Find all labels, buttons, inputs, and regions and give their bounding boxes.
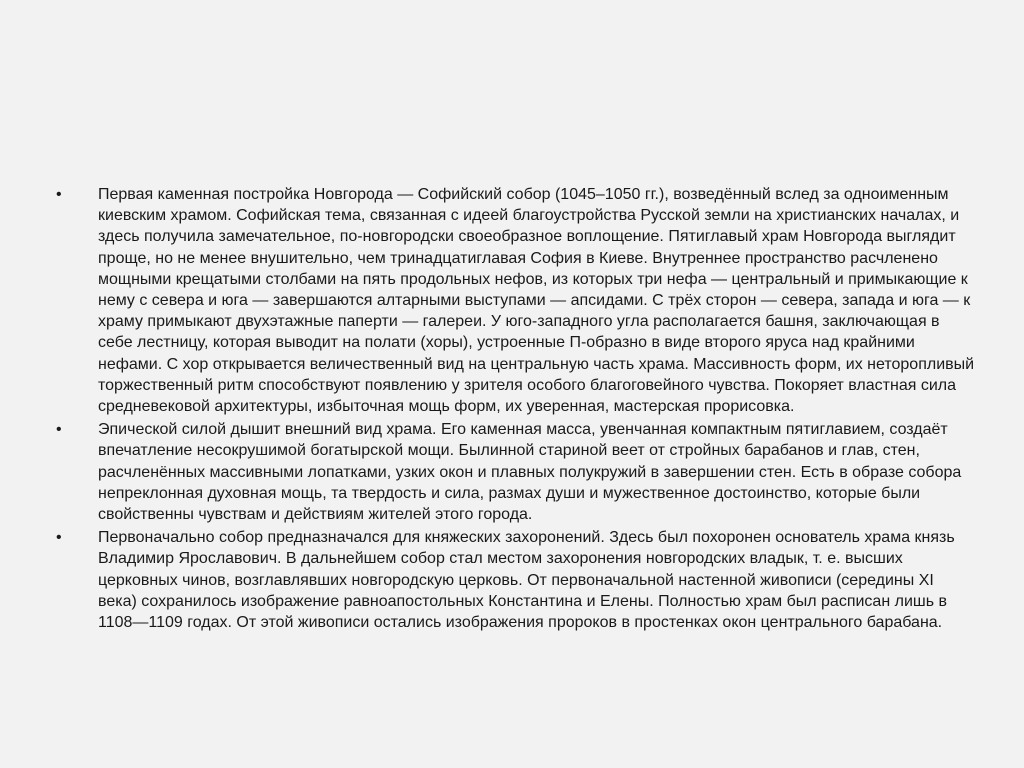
- bullet-dot-icon: •: [56, 529, 62, 547]
- bullet-item-3: [56, 527, 976, 633]
- bullet-item-2: [56, 419, 976, 525]
- paragraph-text: Эпической силой дышит внешний вид храма. Его каменная масса, увенчанная компактным пятиглавием, создаёт впечатление несокрушимой богатырской мощи. Былинной стариной веет от стройных барабанов и глав, стен, расчленённых массивными лопатками, узких окон и плавных полукружий в завершении стен. Есть в образе собора непреклонная духовная мощь, та твердость и сила, размах души и мужественное достоинство, которые были свойственны чувствам и действиям жителей этого города.: [98, 421, 962, 524]
- bullet-item-1: [56, 184, 976, 417]
- bullet-dot-icon: •: [56, 186, 62, 203]
- paragraph-text: Первая каменная постройка Новгорода — Софийский собор (1045–1050 гг.), возведённый вслед за одноименным киевским храмом. Софийская тема, связанная с идеей благоустройства Русской земли на христианских началах, и здесь получила замечательное, по-новгородски своеобразное воплощение. Пятиглавый храм Новгорода выглядит проще, но не менее внушительно, чем тринадцатиглавая София в Киеве. Внутреннее пространство расчленено мощными крещатыми столбами на пять продольных нефов, из которых три нефа — центральный и примыкающие к нему с севера и юга — завершаются алтарными выступами — апсидами. С трёх сторон — севера, запада и юга — к храму примыкают двухэтажные паперти — галереи. У юго-западного угла располагается башня, заключающая в себе лестницу, которая выводит на полати (хоры), устроенные П-образно в виде второго яруса над крайними нефами. С хор открывается величественный вид на центральную часть храма. Массивность форм, их неторопливый торжественный ритм способствуют появлению у зрителя особого благоговейного чувства. Покоряет властная сила средневековой архитектуры, избыточная мощь форм, их уверенная, мастерская прорисовка.: [98, 186, 975, 416]
- bullet-list: [56, 184, 976, 635]
- bullet-dot-icon: •: [56, 421, 62, 439]
- paragraph-text: Первоначально собор предназначался для княжеских захоронений. Здесь был похоронен основатель храма князь Владимир Ярославович. В дальнейшем собор стал местом захоронения новгородских владык, т. е. высших церковных чинов, возглавлявших новгородскую церковь. От первоначальной настенной живописи (середины XI века) сохранилось изображение равноапостольных Константина и Елены. Полностью храм был расписан лишь в 1108—1109 годах. От этой живописи остались изображения пророков в простенках окон центрального барабана.: [98, 529, 955, 632]
